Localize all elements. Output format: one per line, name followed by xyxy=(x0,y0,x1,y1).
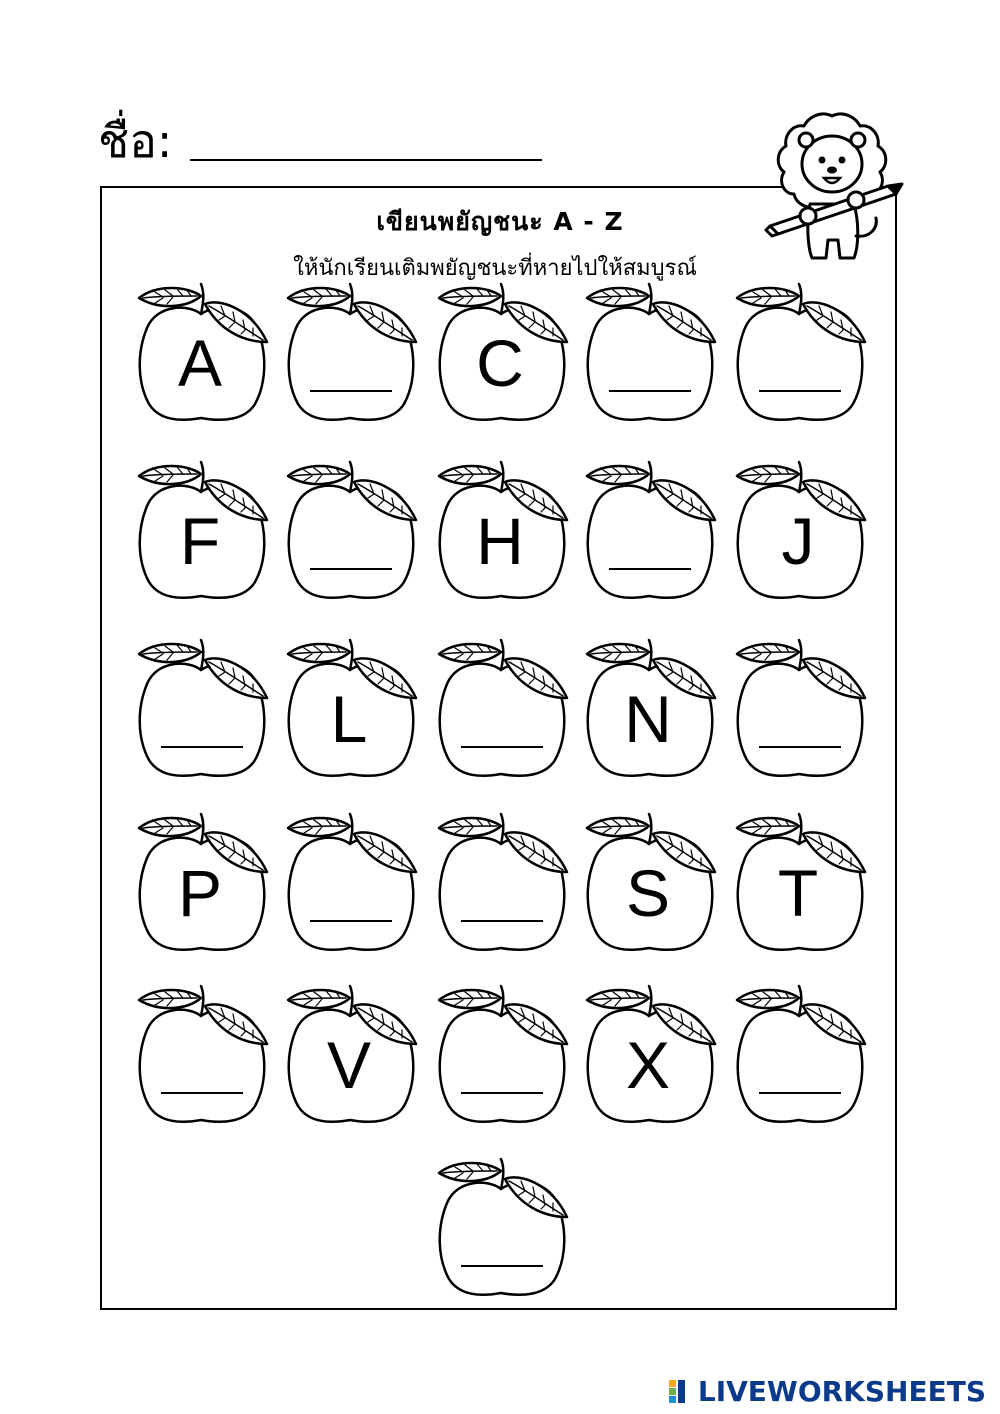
apple-letter: P xyxy=(177,856,223,930)
apple-letter: V xyxy=(326,1028,372,1102)
apple-item[interactable] xyxy=(135,984,273,1126)
apple-blank-field[interactable] xyxy=(461,746,543,748)
apple-blank-field[interactable] xyxy=(461,920,543,922)
apple-outline-icon xyxy=(583,282,721,424)
worksheet-instruction: ให้นักเรียนเติมพยัญชนะที่หายไปให้สมบูรณ์ xyxy=(293,256,697,281)
apple-letter: T xyxy=(777,856,819,930)
apple-item xyxy=(583,812,721,954)
apple-blank-field[interactable] xyxy=(759,1092,841,1094)
apple-outline-icon xyxy=(733,984,871,1126)
apple-item[interactable] xyxy=(135,638,273,780)
apple-blank-field[interactable] xyxy=(161,1092,243,1094)
apple-blank-field[interactable] xyxy=(461,1265,543,1267)
apple-blank-field[interactable] xyxy=(759,390,841,392)
apple-item xyxy=(135,812,273,954)
apple-item[interactable] xyxy=(284,282,422,424)
apple-blank-field[interactable] xyxy=(310,568,392,570)
apple-letter: S xyxy=(625,856,671,930)
apple-outline-icon xyxy=(435,1157,573,1299)
apple-letter: N xyxy=(624,682,672,756)
apple-item[interactable] xyxy=(733,282,871,424)
apple-outline-icon xyxy=(135,638,273,780)
apple-letter: H xyxy=(476,504,524,578)
apple-item[interactable] xyxy=(583,460,721,602)
worksheet-title: เขียนพยัญชนะ A - Z xyxy=(376,207,624,236)
apple-item xyxy=(284,984,422,1126)
apple-item[interactable] xyxy=(733,638,871,780)
apple-item xyxy=(733,812,871,954)
apple-item[interactable] xyxy=(733,984,871,1126)
liveworksheets-logo-icon xyxy=(668,1378,694,1404)
apple-letter: X xyxy=(625,1028,671,1102)
apple-blank-field[interactable] xyxy=(161,746,243,748)
apple-letter: A xyxy=(177,326,223,400)
apple-item xyxy=(135,282,273,424)
apple-item xyxy=(583,984,721,1126)
lion-holding-pencil-icon xyxy=(760,108,905,270)
apple-item xyxy=(435,460,573,602)
apple-blank-field[interactable] xyxy=(310,390,392,392)
apple-blank-field[interactable] xyxy=(609,390,691,392)
apple-outline-icon xyxy=(284,282,422,424)
apple-letter: L xyxy=(330,682,368,756)
apple-outline-icon xyxy=(435,638,573,780)
apple-outline-icon xyxy=(733,638,871,780)
apple-outline-icon xyxy=(435,984,573,1126)
apple-outline-icon xyxy=(284,460,422,602)
apple-item xyxy=(135,460,273,602)
apple-item xyxy=(733,460,871,602)
apple-item[interactable] xyxy=(435,1157,573,1299)
apple-letter: F xyxy=(179,504,221,578)
footer-brand xyxy=(668,1376,986,1406)
apple-item xyxy=(284,638,422,780)
brand-name: LIVEWORKSHEETS xyxy=(697,1374,986,1408)
apple-item xyxy=(435,282,573,424)
apple-outline-icon xyxy=(435,812,573,954)
name-field-line[interactable] xyxy=(190,159,542,161)
apple-item[interactable] xyxy=(284,460,422,602)
apple-outline-icon xyxy=(583,460,721,602)
apple-outline-icon xyxy=(284,812,422,954)
apple-item xyxy=(583,638,721,780)
apple-blank-field[interactable] xyxy=(310,920,392,922)
apple-item[interactable] xyxy=(435,812,573,954)
name-label: ชื่อ: xyxy=(98,114,173,168)
apple-blank-field[interactable] xyxy=(461,1092,543,1094)
apple-letter: C xyxy=(476,326,524,400)
apple-letter: J xyxy=(781,504,815,578)
apple-item[interactable] xyxy=(435,984,573,1126)
apple-item[interactable] xyxy=(583,282,721,424)
apple-item[interactable] xyxy=(435,638,573,780)
apple-blank-field[interactable] xyxy=(759,746,841,748)
apple-outline-icon xyxy=(733,282,871,424)
apple-item[interactable] xyxy=(284,812,422,954)
apple-outline-icon xyxy=(135,984,273,1126)
apple-blank-field[interactable] xyxy=(609,568,691,570)
